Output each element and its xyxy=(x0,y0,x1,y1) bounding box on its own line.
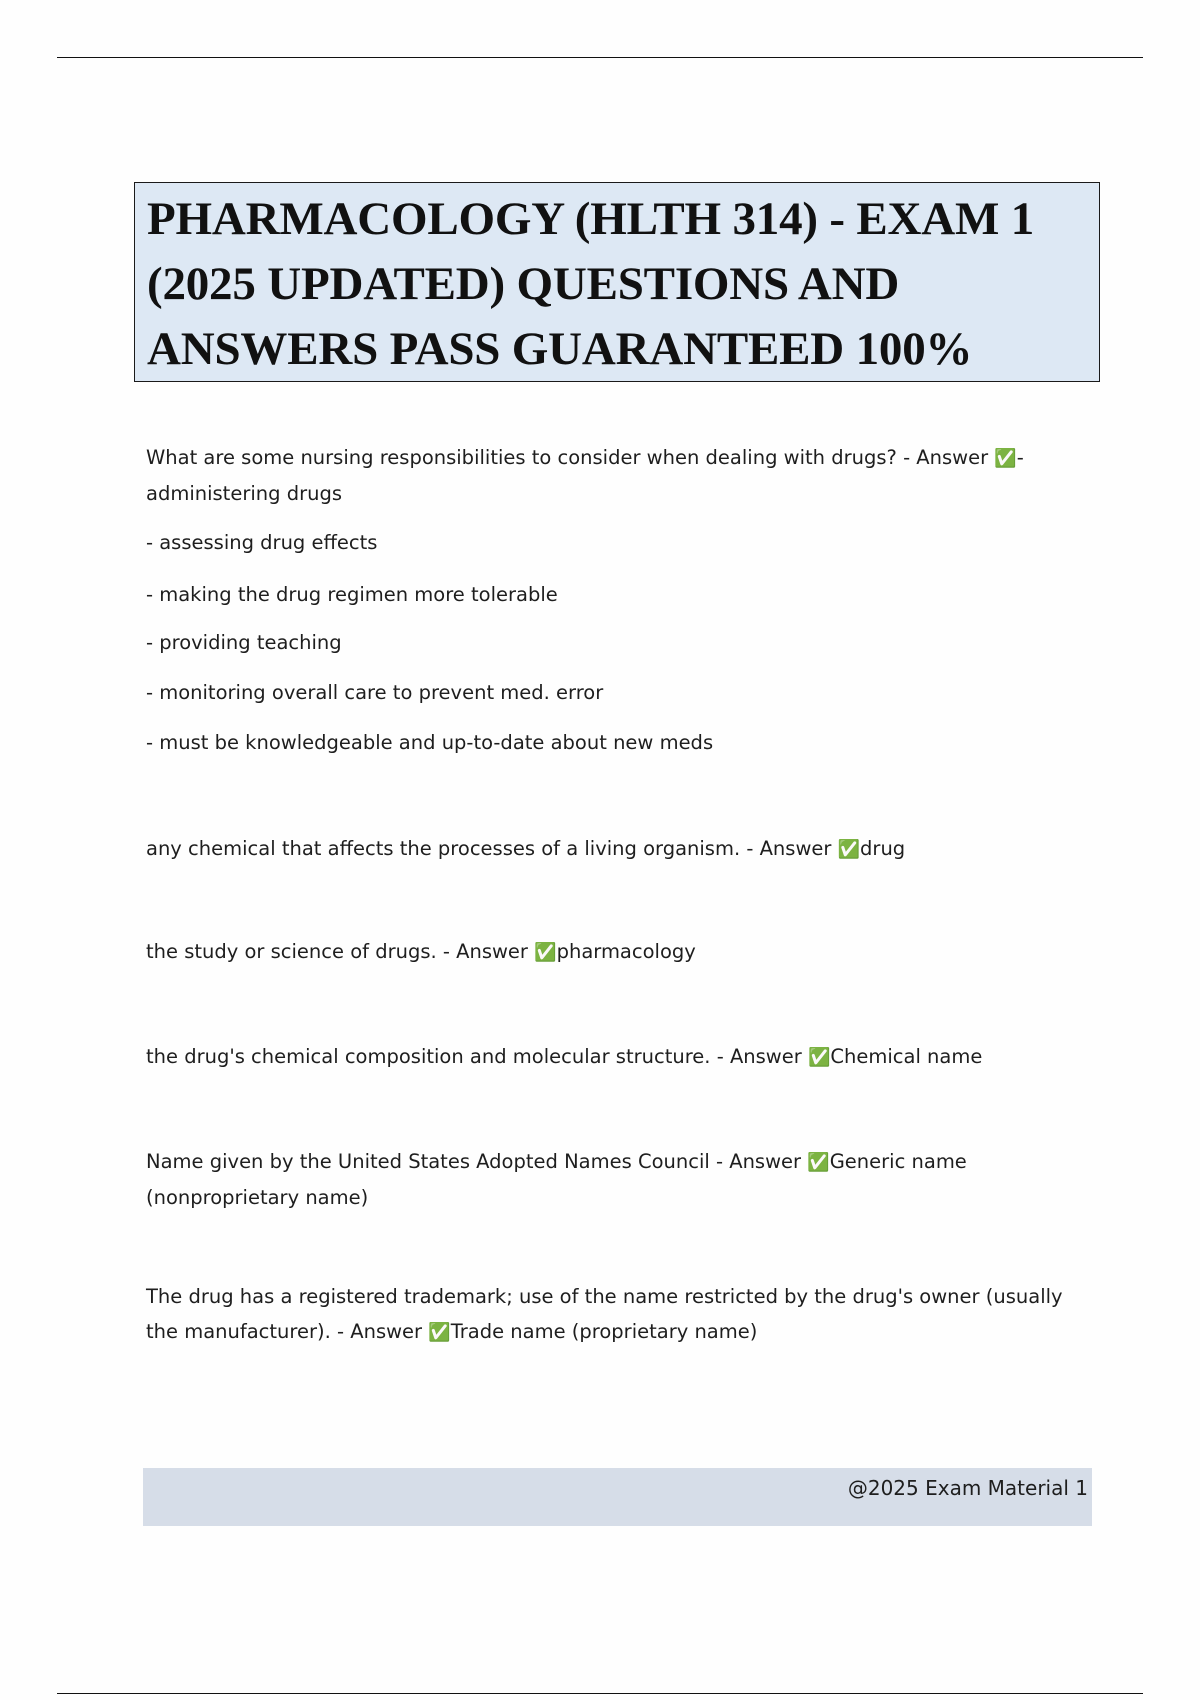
answer-text: Chemical name xyxy=(830,1045,983,1068)
check-icon: ✅ xyxy=(534,942,557,963)
qa-item-3 xyxy=(146,934,1086,970)
check-icon: ✅ xyxy=(837,839,861,860)
answer-text: - administering drugs xyxy=(146,446,1024,505)
qa-item-4 xyxy=(146,1039,1086,1075)
answer-label: - Answer xyxy=(716,1045,802,1068)
answer-label: - Answer xyxy=(442,940,528,963)
qa-item-5 xyxy=(146,1144,1086,1215)
list-item: - making the drug regimen more tolerable xyxy=(146,583,558,606)
answer-label: - Answer xyxy=(716,1150,802,1173)
answer-text: Trade name (proprietary name) xyxy=(450,1320,758,1343)
list-item: - assessing drug effects xyxy=(146,531,378,554)
bottom-rule xyxy=(57,1693,1143,1694)
answer-label: - Answer xyxy=(903,446,989,469)
answer-text: Generic name (nonproprietary name) xyxy=(146,1150,967,1209)
list-item: - providing teaching xyxy=(146,631,342,654)
document-title: PHARMACOLOGY (HLTH 314) - EXAM 1 (2025 UPDATED) QUESTIONS AND ANSWERS PASS GUARANTEED 100% xyxy=(147,193,1035,375)
qa-item-1 xyxy=(146,440,1086,511)
title-box xyxy=(134,182,1100,382)
question-text: The drug has a registered trademark; use of the name restricted by the drug's owner (usually the manufacturer). xyxy=(146,1285,1063,1343)
footer-band xyxy=(143,1468,1092,1526)
top-rule xyxy=(57,57,1143,58)
list-item: - must be knowledgeable and up-to-date about new meds xyxy=(146,731,714,754)
answer-label: - Answer xyxy=(746,837,832,860)
answer-label: - Answer xyxy=(337,1320,423,1343)
footer-text: @2025 Exam Material 1 xyxy=(847,1476,1088,1500)
check-icon: ✅ xyxy=(807,1152,830,1173)
check-icon: ✅ xyxy=(807,1047,831,1068)
answer-text: drug xyxy=(860,837,906,860)
question-text: What are some nursing responsibilities to consider when dealing with drugs? xyxy=(146,446,897,469)
qa-item-6 xyxy=(146,1279,1086,1350)
check-icon: ✅ xyxy=(428,1322,451,1343)
check-icon: ✅ xyxy=(994,448,1017,469)
question-text: any chemical that affects the processes of a living organism. xyxy=(146,837,741,860)
question-text: Name given by the United States Adopted Names Council xyxy=(146,1150,710,1173)
question-text: the study or science of drugs. xyxy=(146,940,437,963)
question-text: the drug's chemical composition and molecular structure. xyxy=(146,1045,711,1068)
answer-text: pharmacology xyxy=(556,940,696,963)
qa-item-2 xyxy=(146,831,1086,867)
list-item: - monitoring overall care to prevent med. error xyxy=(146,681,604,704)
